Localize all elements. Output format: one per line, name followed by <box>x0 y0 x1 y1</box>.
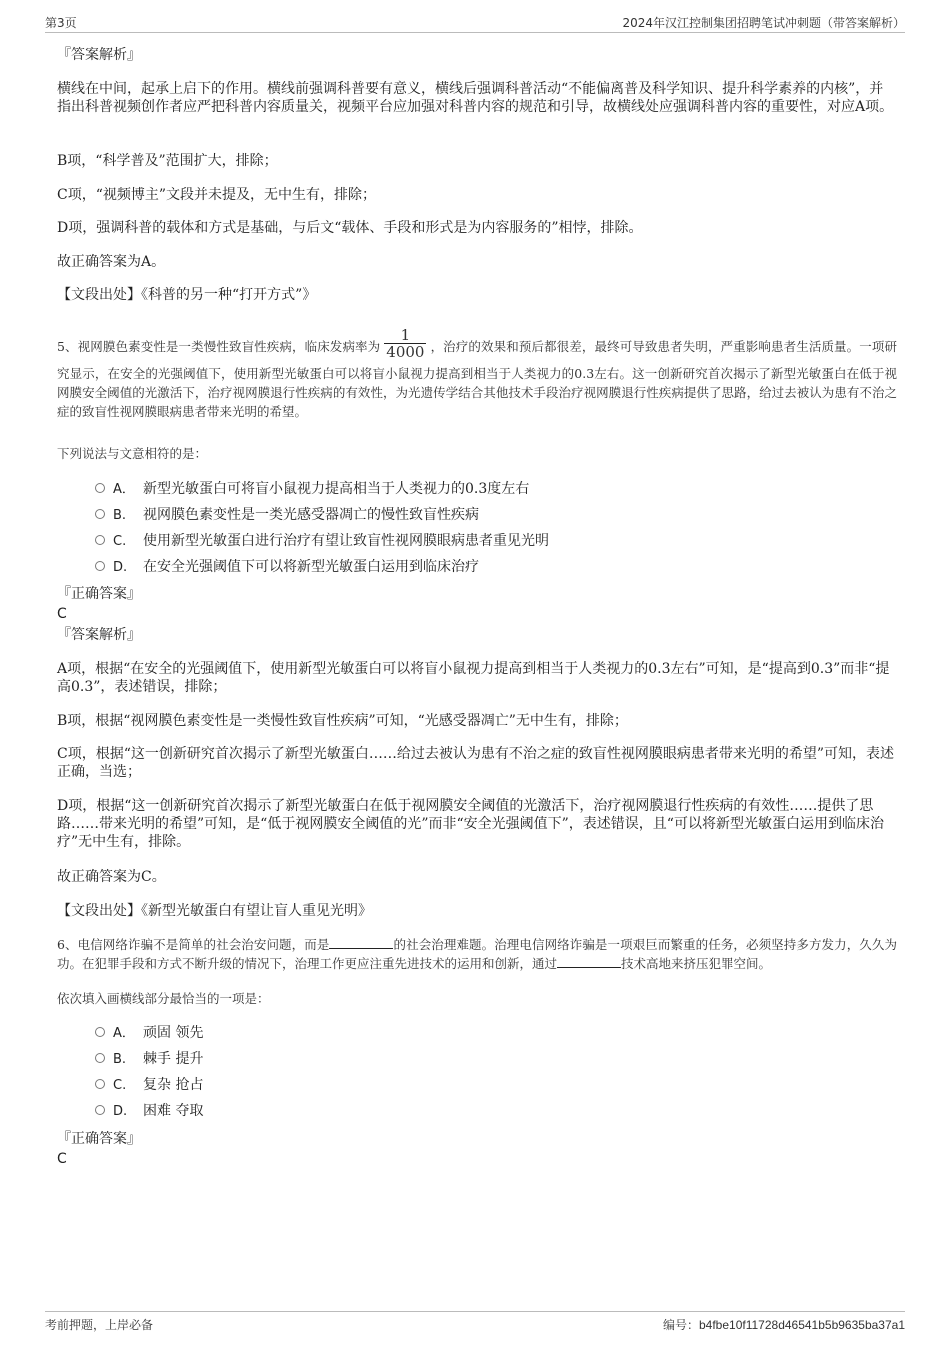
question-6-stem: 6、电信网络诈骗不是简单的社会治安问题，而是 的社会治理难题。治理电信网络诈骗是一项艰巨而繁重的任务，必须坚持多方发力，久久为功。在犯罪手段和方式不断升级的情况下，治理工作更应注重先进技术的运用和创新，通过 技术高地来挤压犯罪空间。 <box>57 937 897 971</box>
question-5-option-a[interactable]: A． 新型光敏蛋白可将盲小鼠视力提高相当于人类视力的0.3度左右 <box>95 480 529 499</box>
analysis-option-d: D项，强调科普的载体和方式是基础，与后文“载体、手段和形式是为内容服务的”相悖，排除。 <box>57 220 643 236</box>
fill-blank-2 <box>557 955 621 968</box>
question-6-option-c[interactable]: C. 复杂 抢占 <box>95 1076 203 1095</box>
question-6-option-b[interactable]: B. 棘手 提升 <box>95 1050 203 1069</box>
correct-answer-value: C <box>57 1151 67 1167</box>
analysis-option-b: B项，“科学普及”范围扩大，排除； <box>57 153 278 169</box>
radio-icon[interactable] <box>95 1105 105 1115</box>
analysis-option-c: C项，根据“这一创新研究首次揭示了新型光敏蛋白……给过去被认为患有不治之症的致盲性视网膜眼病患者带来光明的希望”可知，表述正确，当选； <box>57 746 895 780</box>
radio-icon[interactable] <box>95 509 105 519</box>
answer-conclusion: 故正确答案为A。 <box>57 254 166 270</box>
page-number: 第3页 <box>45 16 77 30</box>
analysis-option-a: A项，根据“在安全的光强阈值下，使用新型光敏蛋白可以将盲小鼠视力提高到相当于人类视力的0.3左右”可知，是“提高到0.3”而非“提高0.3”，表述错误，排除； <box>57 661 890 695</box>
answer-analysis-heading: 『答案解析』 <box>57 627 141 643</box>
footer-slogan: 考前押题，上岸必备 <box>45 1318 154 1332</box>
question-6-prompt: 依次填入画横线部分最恰当的一项是： <box>57 991 270 1006</box>
question-6-option-d[interactable]: D. 困难 夺取 <box>95 1102 203 1121</box>
passage-source: 【文段出处】《新型光敏蛋白有望让盲人重见光明》 <box>57 903 372 919</box>
analysis-option-d: D项，根据“这一创新研究首次揭示了新型光敏蛋白在低于视网膜安全阈值的光激活下，治疗视网膜退行性疾病的有效性……提供了思路……带来光明的希望”可知，是“低于视网膜安全阈值的光”而非“安全光强阈值下”，表述错误，且“可以将新型光敏蛋白运用到临床治疗”无中生有，排除。 <box>57 798 884 850</box>
radio-icon[interactable] <box>95 561 105 571</box>
fill-blank-1 <box>329 936 393 949</box>
question-6-option-a[interactable]: A． 顽固 领先 <box>95 1024 203 1043</box>
correct-answer-heading: 『正确答案』 <box>57 586 141 602</box>
radio-icon[interactable] <box>95 483 105 493</box>
page-footer <box>45 1311 905 1336</box>
analysis-option-c: C项，“视频博主”文段并未提及，无中生有，排除； <box>57 187 377 203</box>
question-5-stem: 5、视网膜色素变性是一类慢性致盲性疾病，临床发病率为 $\frac{1}{4000}$ ，治疗的效果和预后都很差，最终可导致患者失明，严重影响患者生活质量。一项研究显示，在安全的光强阈值下，使用新型光敏蛋白可以将盲小鼠视力提高到相当于人类视力的0.3左右。这一创新研究首次揭示了新型光敏蛋白在低于视网膜安全阈值的光激活下，治疗视网膜退行性疾病的有效性，为光遗传学结合其他技术手段治疗视网膜退行性疾病提供了思路，给过去被认为患有不治之症的致盲性视网膜眼病患者带来光明的希望。 <box>57 326 897 419</box>
radio-icon[interactable] <box>95 1027 105 1037</box>
question-5-prompt: 下列说法与文意相符的是： <box>57 446 208 461</box>
analysis-option-b: B项，根据“视网膜色素变性是一类慢性致盲性疾病”可知，“光感受器凋亡”无中生有，排除； <box>57 713 628 729</box>
question-5-option-b[interactable]: B. 视网膜色素变性是一类光感受器凋亡的慢性致盲性疾病 <box>95 506 479 525</box>
radio-icon[interactable] <box>95 535 105 545</box>
document-code: 编号：b4fbe10f11728d46541b5b9635ba37a1 <box>662 1318 905 1332</box>
question-5-option-d[interactable]: D. 在安全光强阈值下可以将新型光敏蛋白运用到临床治疗 <box>95 558 479 577</box>
document-title: 2024年汉江控制集团招聘笔试冲刺题（带答案解析） <box>622 16 905 30</box>
question-5-option-c[interactable]: C. 使用新型光敏蛋白进行治疗有望让致盲性视网膜眼病患者重见光明 <box>95 532 549 551</box>
incidence-fraction: $\frac{1}{4000}$ <box>386 326 425 361</box>
correct-answer-heading: 『正确答案』 <box>57 1131 141 1147</box>
radio-icon[interactable] <box>95 1079 105 1089</box>
analysis-paragraph: 横线在中间，起承上启下的作用。横线前强调科普要有意义，横线后强调科普活动“不能偏离普及科学知识、提升科学素养的内核”，并指出科普视频创作者应严把科普内容质量关，视频平台应加强对科普内容的规范和引导，故横线处应强调科普内容的重要性，对应A项。 <box>57 81 894 115</box>
page-header <box>45 14 905 33</box>
radio-icon[interactable] <box>95 1053 105 1063</box>
passage-source: 【文段出处】《科普的另一种“打开方式”》 <box>57 287 317 303</box>
correct-answer-value: C <box>57 606 67 622</box>
answer-conclusion: 故正确答案为C。 <box>57 869 166 885</box>
answer-analysis-heading: 『答案解析』 <box>57 47 141 63</box>
